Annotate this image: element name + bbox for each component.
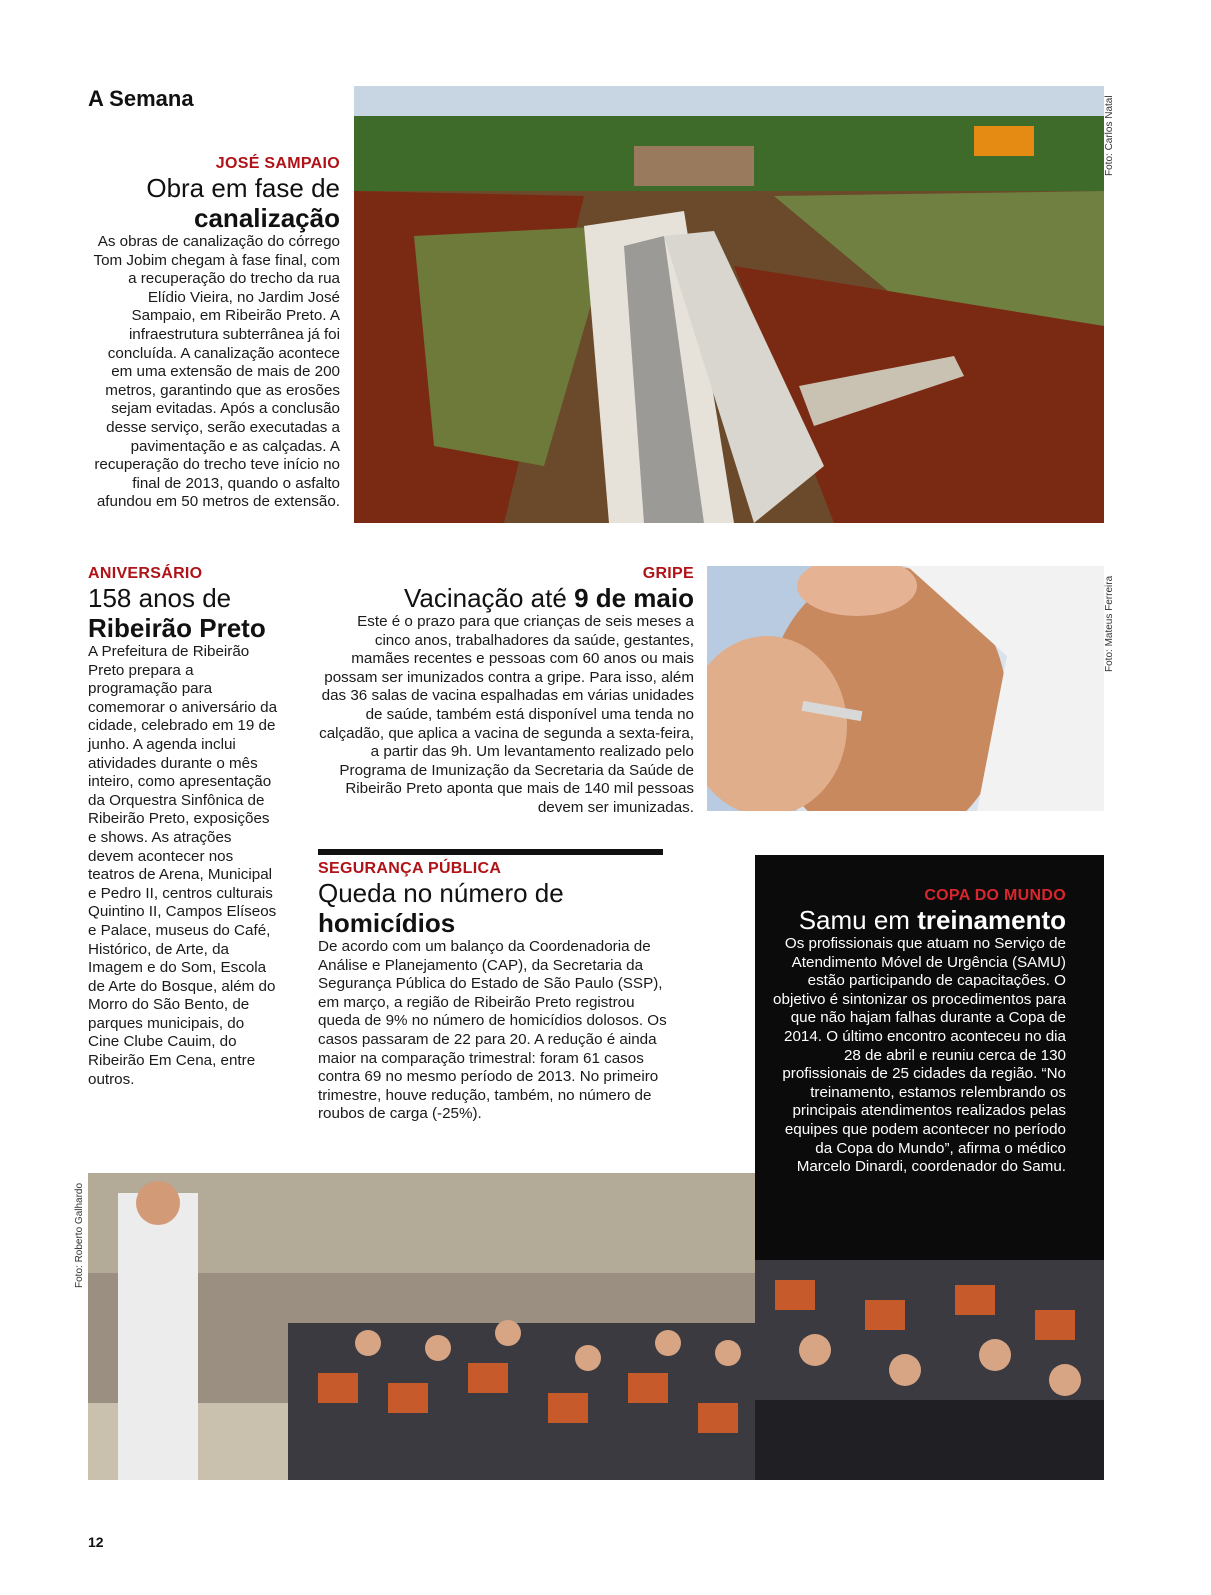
headline-bold: homicídios	[318, 908, 456, 938]
headline-light: Queda no número de	[318, 878, 564, 908]
canal-construction-photo	[354, 86, 1104, 523]
article-gripe	[318, 565, 694, 818]
article-body: Este é o prazo para que crianças de seis meses a cinco anos, trabalhadores da saúde, gestantes, mamães recentes e pessoas com 60 anos ou mais possam ser imunizados contra a gripe. Para isso, além das 36 salas de vacina espalhadas em várias unidades de saúde, também está disponível uma tenda no calçadão, que aplica a vacina de segunda a sexta-feira, a partir das 9h. Um levantamento realizado pelo Programa de Imunização da Secretaria da Saúde de Ribeirão Preto aponta que mais de 140 mil pessoas devem ser imunizadas.	[319, 613, 694, 816]
headline-bold: canalização	[194, 203, 340, 233]
kicker: JOSÉ SAMPAIO	[215, 155, 340, 172]
samu-training-photo-extension	[755, 1260, 1104, 1480]
article-copa	[770, 887, 1066, 1177]
samu-training-photo	[88, 1173, 755, 1480]
headline	[318, 878, 668, 938]
headline-light: Vacinação até	[403, 583, 567, 613]
section-rule	[318, 849, 663, 855]
article-body: De acordo com um balanço da Coordenadoria de Análise e Planejamento (CAP), da Secretaria da Segurança Pública do Estado de São Paulo (SSP), em março, a região de Ribeirão Preto registrou queda de 9% no número de homicídios dolosos. Os casos passaram de 22 para 20. A redução é ainda maior na comparação trimestral: foram 61 casos contra 69 no mesmo período de 2013. No primeiro trimestre, houve redução, também, no número de roubos de carga (-25%).	[318, 938, 667, 1123]
headline-bold: Ribeirão Preto	[88, 613, 266, 643]
kicker: COPA DO MUNDO	[924, 887, 1066, 904]
photo-credit: Foto: Roberto Galhardo	[74, 1182, 85, 1288]
section-title: A Semana	[88, 86, 194, 111]
article-body: As obras de canalização do córrego Tom Jobim chegam à fase final, com a recuperação do trecho da rua Elídio Vieira, no Jardim José Sampaio, em Ribeirão Preto. A infraestrutura subterrânea já foi concluída. A canalização acontece em uma extensão de mais de 200 metros, garantindo que as erosões sejam evitadas. Após a conclusão desse serviço, serão executadas a pavimentação e as calçadas. A recuperação do trecho teve início no final de 2013, quando o asfalto afundou em 50 metros de extensão.	[93, 233, 340, 511]
article-body: Os profissionais que atuam no Serviço de Atendimento Móvel de Urgência (SAMU) estão participando de capacitações. O objetivo é sintonizar os procedimentos para que não hajam falhas durante a Copa de 2014. O último encontro aconteceu no dia 28 de abril e reuniu cerca de 130 profissionais de 25 cidades da região. “No treinamento, estamos relembrando os principais atendimentos realizados pelas equipes que podem acontecer no período da Copa do Mundo”, afirma o médico Marcelo Dinardi, coordenador do Samu.	[773, 935, 1066, 1176]
headline	[88, 583, 278, 643]
headline-light: Obra em fase de	[146, 173, 340, 203]
article-jose-sampaio	[88, 155, 340, 512]
photo-credit: Foto: Carlos Natal	[1104, 95, 1115, 176]
photo-credit: Foto: Mateus Ferreira	[1104, 575, 1115, 672]
headline-bold: 9 de maio	[574, 583, 694, 613]
headline	[770, 905, 1066, 935]
kicker: GRIPE	[642, 565, 694, 582]
headline	[318, 583, 694, 613]
kicker: ANIVERSÁRIO	[88, 565, 203, 582]
vaccination-photo	[707, 566, 1104, 811]
kicker: SEGURANÇA PÚBLICA	[318, 860, 502, 877]
headline-light: 158 anos de	[88, 583, 232, 613]
page-number: 12	[88, 1534, 104, 1550]
headline-light: Samu em	[798, 905, 910, 935]
headline-bold: treinamento	[917, 905, 1066, 935]
headline	[88, 173, 340, 233]
article-aniversario	[88, 565, 278, 1089]
article-seguranca	[318, 860, 668, 1124]
article-body: A Prefeitura de Ribeirão Preto prepara a programação para comemorar o aniversário da cidade, celebrado em 19 de junho. A agenda inclui atividades durante o mês inteiro, como apresentação da Orquestra Sinfônica de Ribeirão Preto, exposições e shows. As atrações devem acontecer nos teatros de Arena, Municipal e Pedro II, centros culturais Quintino II, Campos Elíseos e Palace, museus do Café, Histórico, de Arte, da Imagem e do Som, Escola de Arte do Bosque, além do Morro do São Bento, de parques municipais, do Cine Clube Cauim, do Ribeirão Em Cena, entre outros.	[88, 643, 278, 1088]
